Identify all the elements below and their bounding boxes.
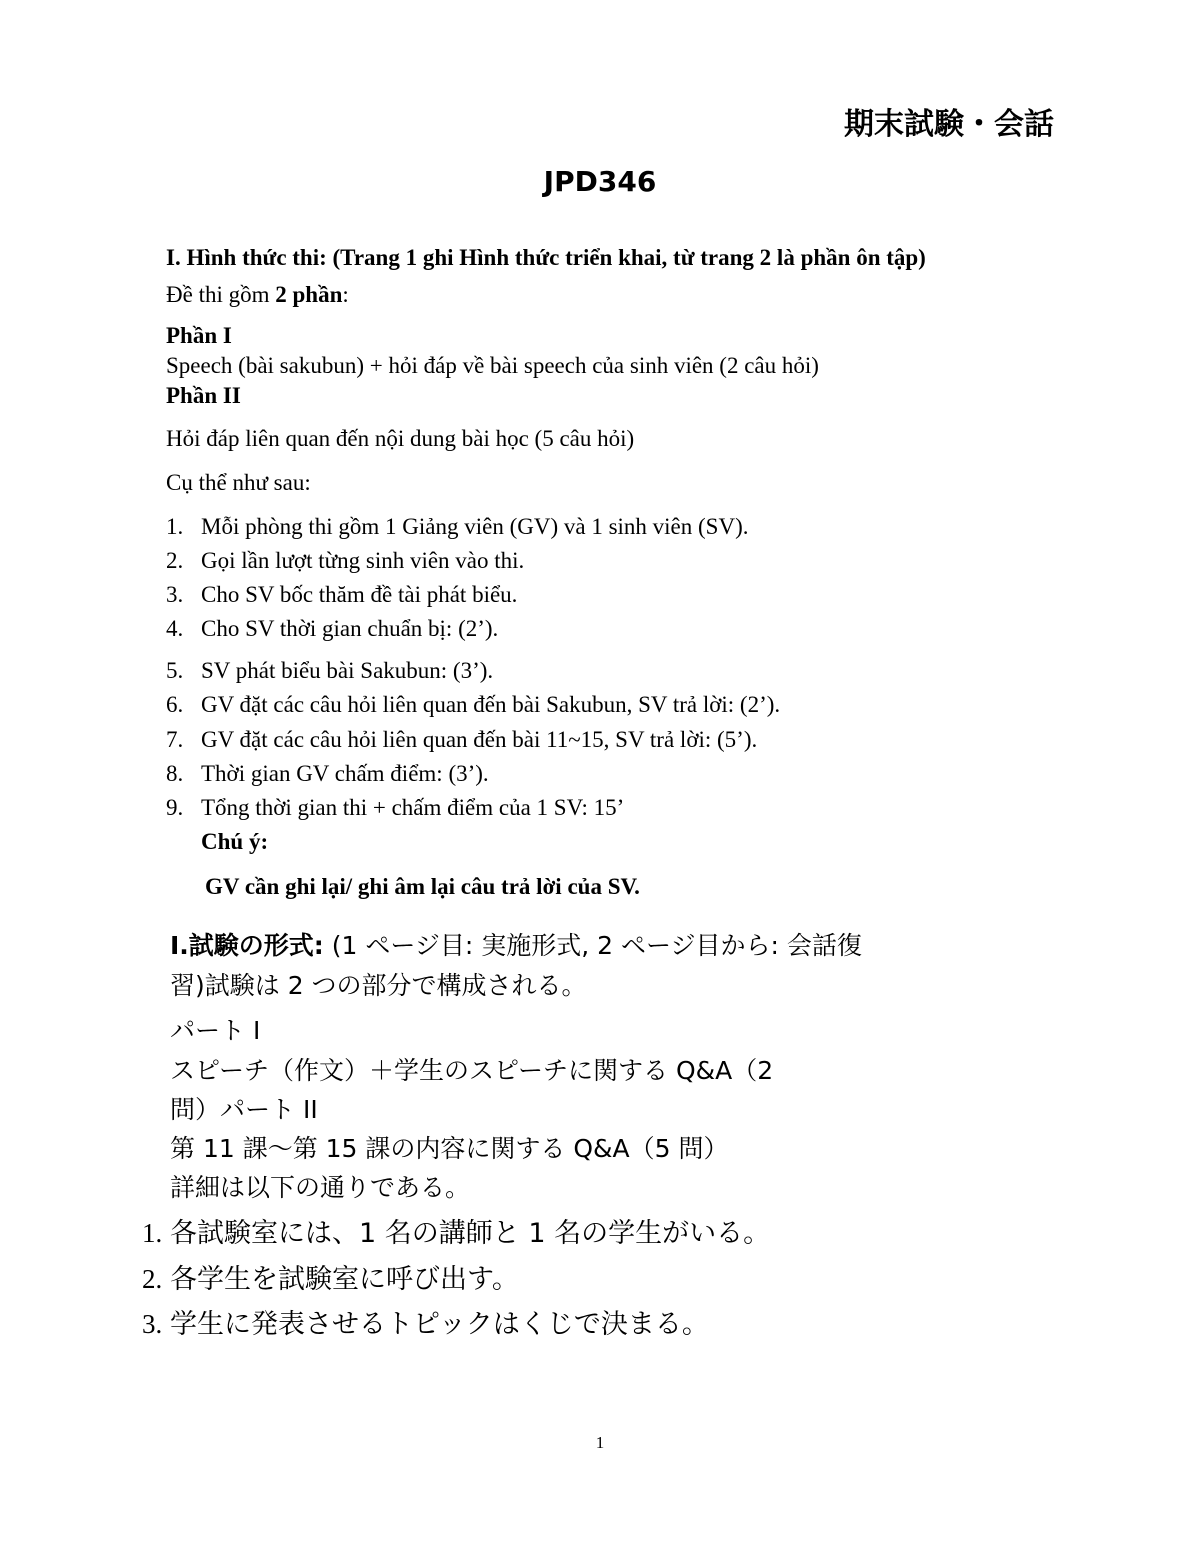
course-code: JPD346 — [543, 165, 657, 198]
jp-step: 3. 学生に発表させるトピックはくじで決まる。 — [142, 1309, 709, 1340]
jp-heading-bold: I.試験の形式: — [170, 931, 324, 960]
vn-step: 4. Cho SV thời gian chuẩn bị: (2’). — [166, 616, 499, 641]
vn-details-intro: Cụ thể như sau: — [166, 470, 311, 495]
jp-step: 2. 各学生を試験室に呼び出す。 — [142, 1264, 519, 1295]
vn-intro — [166, 281, 349, 309]
vn-note-text: GV cần ghi lại/ ghi âm lại câu trả lời của SV. — [205, 874, 640, 899]
jp-part1-desc-line1: スピーチ（作文）＋学生のスピーチに関する Q&A（2 — [170, 1056, 774, 1085]
jp-section-heading — [170, 929, 862, 963]
jp-part1-title: パート I — [170, 1016, 261, 1045]
jp-details-intro: 詳細は以下の通りである。 — [170, 1173, 471, 1202]
vn-part2-desc: Hỏi đáp liên quan đến nội dung bài học (5 câu hỏi) — [166, 426, 635, 451]
vn-part1-title: Phần I — [166, 323, 232, 348]
vn-note-title: Chú ý: — [201, 829, 269, 854]
jp-heading-line2: 習)試験は 2 つの部分で構成される。 — [170, 971, 587, 1000]
page-number: 1 — [595, 1433, 605, 1452]
vn-step: 9. Tổng thời gian thi + chấm điểm của 1 SV: 15’ — [166, 795, 625, 820]
exam-title: 期末試験・会話 — [844, 107, 1054, 142]
vn-part2-title: Phần II — [166, 383, 241, 408]
jp-heading-rest: (1 ページ目: 実施形式, 2 ページ目から: 会話復 — [323, 931, 862, 960]
vn-part1-desc: Speech (bài sakubun) + hỏi đáp về bài speech của sinh viên (2 câu hỏi) — [166, 353, 819, 378]
vn-step: 3. Cho SV bốc thăm đề tài phát biểu. — [166, 582, 518, 607]
vn-step: 1. Mỗi phòng thi gồm 1 Giảng viên (GV) và 1 sinh viên (SV). — [166, 514, 749, 539]
vn-step: 8. Thời gian GV chấm điểm: (3’). — [166, 761, 489, 786]
vn-intro-suffix: : — [342, 282, 349, 307]
vn-step: 2. Gọi lần lượt từng sinh viên vào thi. — [166, 548, 525, 573]
jp-step: 1. 各試験室には、1 名の講師と 1 名の学生がいる。 — [142, 1218, 771, 1249]
jp-part2-desc: 第 11 課～第 15 課の内容に関する Q&A（5 問） — [170, 1134, 729, 1163]
vn-step: 5. SV phát biểu bài Sakubun: (3’). — [166, 658, 494, 683]
vn-step: 7. GV đặt các câu hỏi liên quan đến bài 11~15, SV trả lời: (5’). — [166, 727, 758, 752]
vn-section-heading: I. Hình thức thi: (Trang 1 ghi Hình thức triển khai, từ trang 2 là phần ôn tập) — [166, 245, 926, 270]
jp-part1-desc-line2: 問）パート II — [170, 1095, 318, 1124]
vn-intro-prefix: Đề thi gồm — [166, 282, 276, 307]
vn-intro-bold: 2 phần — [275, 282, 343, 307]
vn-step: 6. GV đặt các câu hỏi liên quan đến bài Sakubun, SV trả lời: (2’). — [166, 692, 781, 717]
